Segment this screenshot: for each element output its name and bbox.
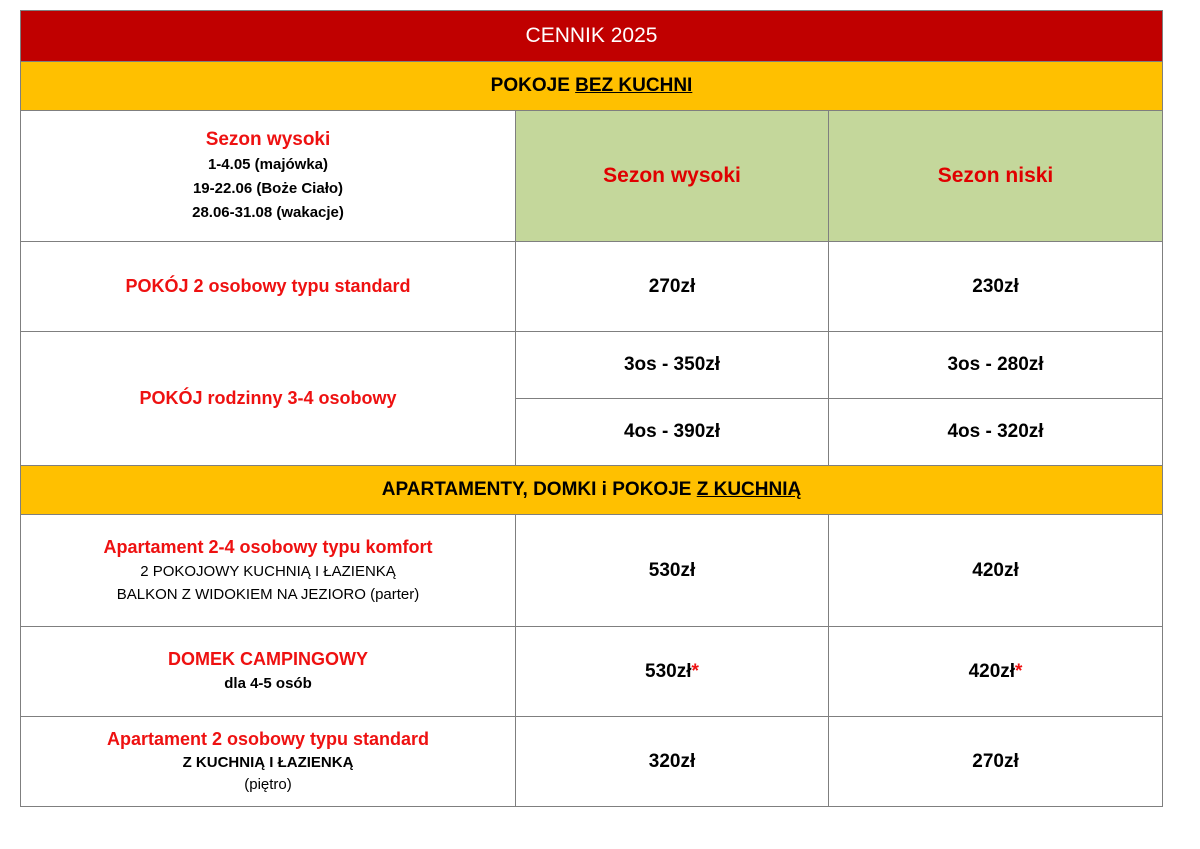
price-value: 530zł bbox=[645, 660, 692, 682]
price-low-season: 270zł bbox=[829, 717, 1163, 807]
high-season-heading: Sezon wysoki bbox=[205, 129, 331, 150]
price-value: 420zł bbox=[968, 660, 1016, 682]
price-low-season: 4os - 320zł bbox=[829, 399, 1163, 466]
price-low-season: 420zł bbox=[829, 515, 1163, 627]
room-label: POKÓJ 2 osobowy typu standard bbox=[21, 242, 516, 332]
section-heading bbox=[21, 62, 1163, 111]
column-header-low-season: Sezon niski bbox=[829, 111, 1163, 242]
room-detail: dla 4-5 osób bbox=[224, 675, 312, 692]
room-label: POKÓJ rodzinny 3-4 osobowy bbox=[21, 332, 516, 466]
price-low-season: 230zł bbox=[829, 242, 1163, 332]
section-heading bbox=[21, 466, 1163, 515]
table-row bbox=[21, 627, 1163, 717]
room-label: Apartament 2 osobowy typu standard bbox=[106, 729, 430, 749]
section-with-kitchen bbox=[21, 466, 1163, 515]
table-row bbox=[21, 242, 1163, 332]
title-row bbox=[21, 11, 1163, 62]
price-high-season: 270zł bbox=[516, 242, 829, 332]
asterisk-mark: * bbox=[691, 660, 699, 682]
table-row bbox=[21, 332, 1163, 399]
section-heading-underlined: Z KUCHNIĄ bbox=[696, 479, 802, 500]
section-heading-prefix: POKOJE bbox=[490, 75, 576, 96]
room-detail: (piętro) bbox=[244, 776, 292, 793]
room-label: DOMEK CAMPINGOWY bbox=[168, 649, 368, 669]
high-season-dates bbox=[21, 111, 516, 242]
table-row bbox=[21, 717, 1163, 807]
section-heading-prefix: APARTAMENTY, DOMKI i POKOJE bbox=[381, 479, 697, 500]
season-date-line: 28.06-31.08 (wakacje) bbox=[192, 204, 344, 221]
column-header-high-season: Sezon wysoki bbox=[516, 111, 829, 242]
price-high-season bbox=[516, 627, 829, 717]
room-label: Apartament 2-4 osobowy typu komfort bbox=[103, 537, 433, 557]
room-detail: 2 POKOJOWY KUCHNIĄ I ŁAZIENKĄ bbox=[140, 563, 396, 580]
asterisk-mark: * bbox=[1015, 660, 1023, 682]
section-rooms-without-kitchen bbox=[21, 62, 1163, 111]
table-row bbox=[21, 515, 1163, 627]
price-list-title: CENNIK 2025 bbox=[21, 11, 1163, 62]
price-high-season: 3os - 350zł bbox=[516, 332, 829, 399]
price-low-season bbox=[829, 627, 1163, 717]
season-date-line: 1-4.05 (majówka) bbox=[207, 156, 329, 173]
room-description bbox=[21, 717, 516, 807]
room-detail: Z KUCHNIĄ I ŁAZIENKĄ bbox=[182, 754, 354, 771]
price-list-table bbox=[20, 10, 1163, 807]
room-description bbox=[21, 515, 516, 627]
price-high-season: 530zł bbox=[516, 515, 829, 627]
room-detail: BALKON Z WIDOKIEM NA JEZIORO (parter) bbox=[116, 586, 420, 603]
price-high-season: 320zł bbox=[516, 717, 829, 807]
section-heading-underlined: BEZ KUCHNI bbox=[575, 75, 693, 96]
season-header-row bbox=[21, 111, 1163, 242]
price-low-season: 3os - 280zł bbox=[829, 332, 1163, 399]
room-description bbox=[21, 627, 516, 717]
season-date-line: 19-22.06 (Boże Ciało) bbox=[192, 180, 344, 197]
price-high-season: 4os - 390zł bbox=[516, 399, 829, 466]
